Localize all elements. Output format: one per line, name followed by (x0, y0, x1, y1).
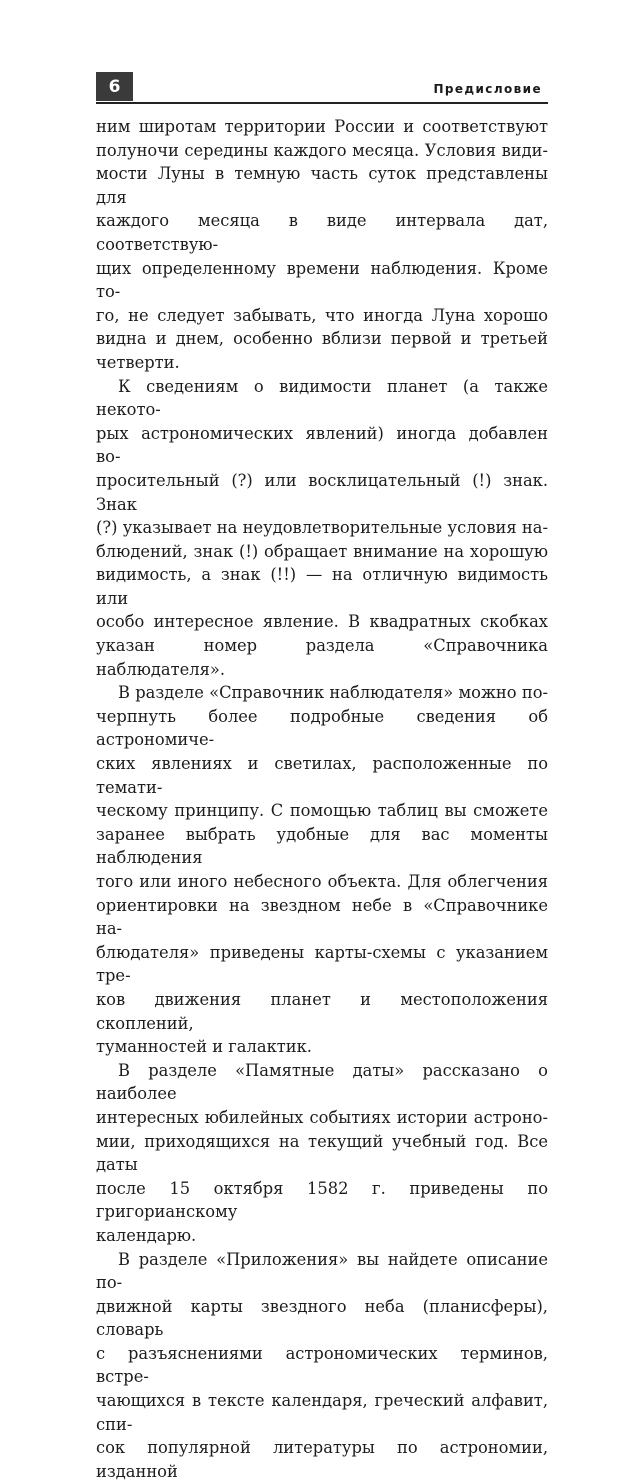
text-line: (?) указывает на неудовлетворительные условия на- (96, 518, 548, 538)
text-line: К сведениям о видимости планет (а также некото- (96, 376, 548, 420)
text-line: ческому принципу. С помощью таблиц вы сможете (96, 801, 548, 821)
text-line: го, не следует забывать, что иногда Луна хорошо (96, 305, 548, 325)
text-line: четверти. (96, 352, 180, 372)
text-line: указан номер раздела «Справочника наблюдателя». (96, 636, 548, 679)
text-line: календарю. (96, 1225, 197, 1245)
text-line: сок популярной литературы по астрономии, изданной (96, 1438, 548, 1481)
text-line: заранее выбрать удобные для вас моменты наблюдения (96, 824, 548, 868)
text-line: туманностей и галактик. (96, 1037, 312, 1057)
page-number: 6 (96, 72, 133, 101)
text-line: просительный (?) или восклицательный (!) знак. Знак (96, 470, 548, 514)
text-line: В разделе «Приложения» вы найдете описание по- (96, 1249, 548, 1293)
text-line: ориентировки на звездном небе в «Справочнике на- (96, 895, 548, 939)
header-rule (96, 102, 548, 104)
text-line: видна и днем, особенно вблизи первой и третьей (96, 329, 548, 349)
text-line: ков движения планет и местоположения скоплений, (96, 989, 548, 1033)
text-line: В разделе «Справочник наблюдателя» можно по- (118, 683, 548, 703)
text-line: движной карты звездного неба (планисферы), словарь (96, 1296, 548, 1340)
body-text (96, 115, 548, 1483)
text-line: интересных юбилейных событиях истории астроно- (96, 1107, 548, 1127)
text-line: блюдений, знак (!) обращает внимание на хорошую (96, 541, 548, 561)
text-line: ских явлениях и светилах, расположенные по темати- (96, 754, 548, 797)
text-line: мии, приходящихся на текущий учебный год. Все даты (96, 1131, 548, 1175)
text-line: после 15 октября 1582 г. приведены по григорианскому (96, 1178, 548, 1222)
text-line: рых астрономических явлений) иногда добавлен во- (96, 423, 548, 467)
text-line: ним широтам территории России и соответствуют (96, 117, 548, 136)
text-line: черпнуть более подробные сведения об астрономиче- (96, 706, 548, 750)
text-line: чающихся в тексте календаря, греческий алфавит, спи- (96, 1391, 548, 1434)
text-line: видимость, а знак (!!) — на отличную видимость или (96, 565, 548, 608)
text-line: полуночи середины каждого месяца. Условия види- (96, 140, 548, 160)
text-line: каждого месяца в виде интервала дат, соответствую- (96, 211, 548, 254)
text-line: особо интересное явление. В квадратных скобках (96, 612, 548, 632)
running-header-title: Предисловие (433, 82, 542, 96)
text-line: того или иного небесного объекта. Для облегчения (96, 872, 548, 891)
text-line: мости Луны в темную часть суток представлены для (96, 164, 548, 207)
text-line: блюдателя» приведены карты-схемы с указанием тре- (96, 942, 548, 986)
text-line: щих определенному времени наблюдения. Кроме то- (96, 258, 548, 302)
text-line: с разъяснениями астрономических терминов, встре- (96, 1343, 548, 1387)
text-line: В разделе «Памятные даты» рассказано о наиболее (96, 1060, 548, 1104)
